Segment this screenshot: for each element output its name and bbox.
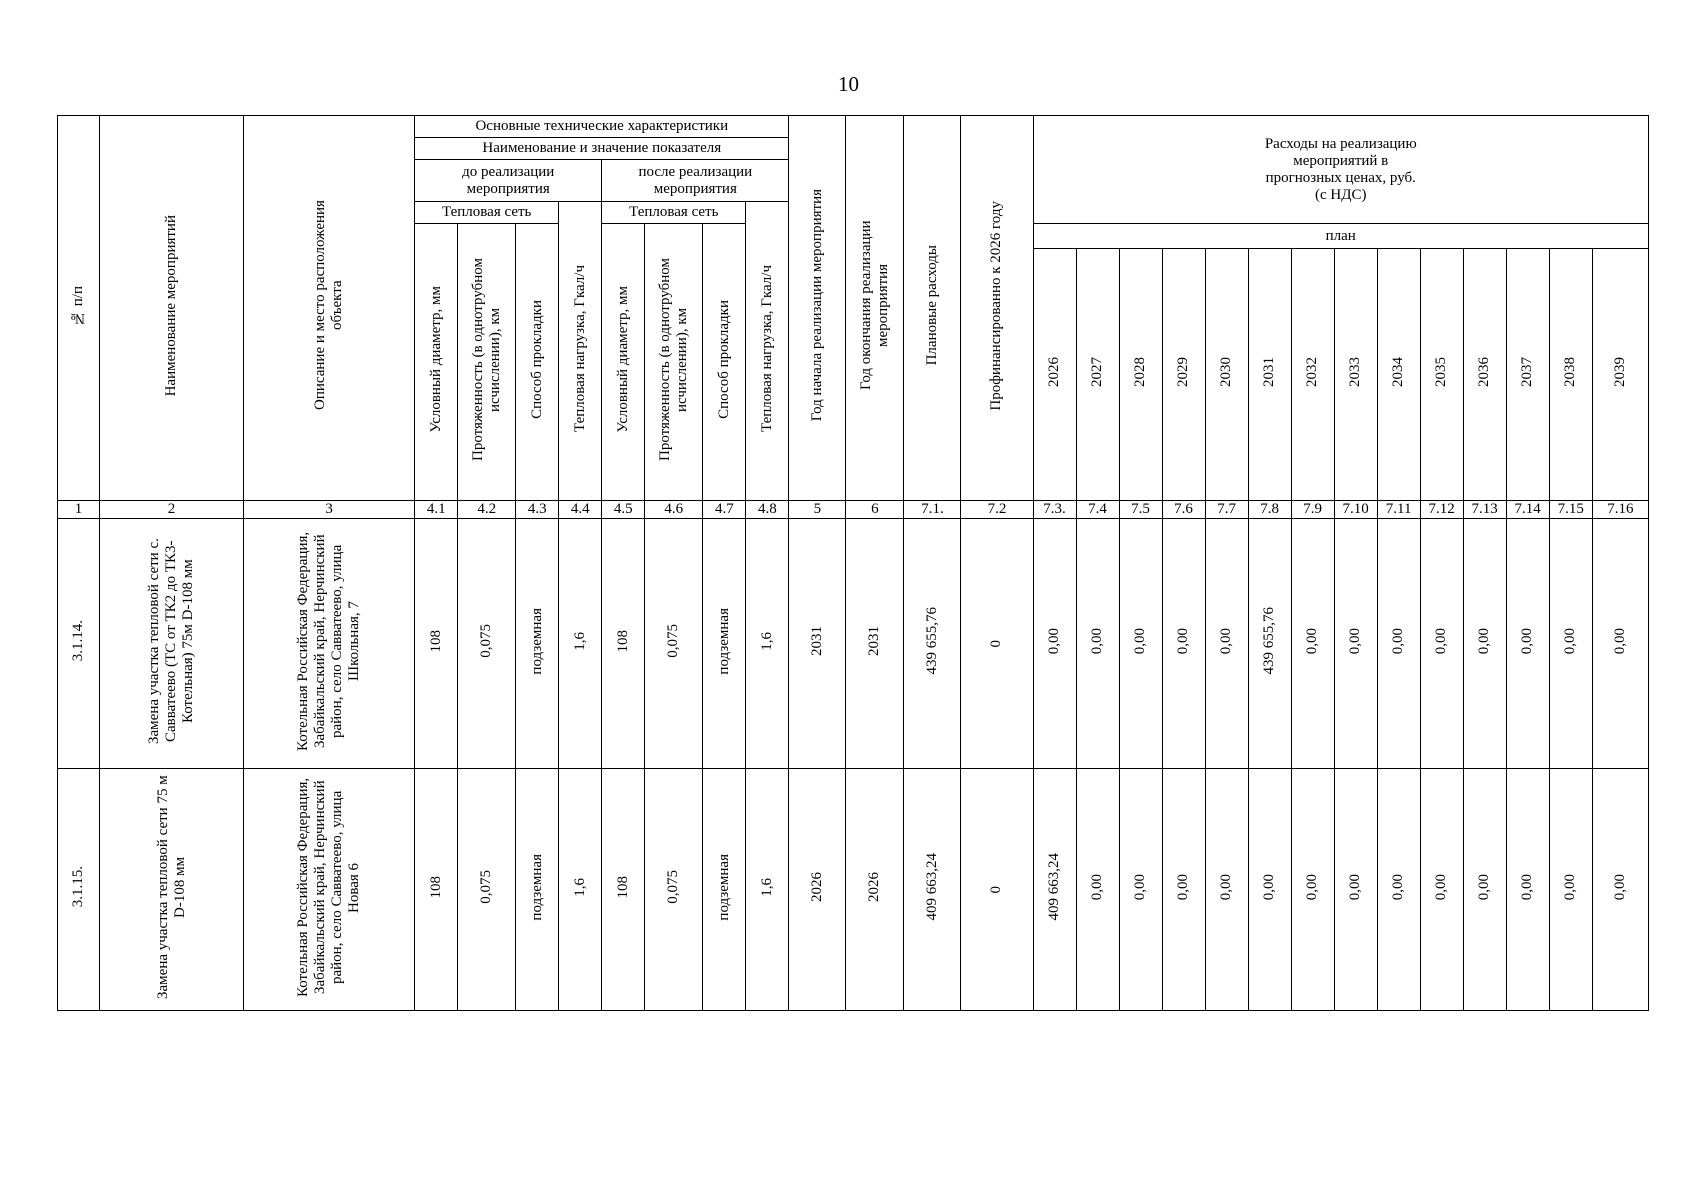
header-year-2039: 2039	[1592, 249, 1648, 501]
header-start-year: Год начала реализации мероприятия	[789, 116, 846, 501]
column-number: 3	[244, 501, 415, 519]
expense-2032: 0,00	[1291, 519, 1334, 769]
table-row	[58, 769, 1649, 1011]
header-end-year: Год окончания реализации мероприятия	[846, 116, 904, 501]
column-number: 7.12	[1420, 501, 1463, 519]
expense-2035: 0,00	[1420, 519, 1463, 769]
header-diameter-after: Условный диаметр, мм	[602, 224, 645, 501]
length-after: 0,075	[645, 769, 703, 1011]
column-number: 4.6	[645, 501, 703, 519]
header-year-2031: 2031	[1248, 249, 1291, 501]
expense-2027: 0,00	[1076, 519, 1119, 769]
expense-2030: 0,00	[1205, 769, 1248, 1011]
column-number: 7.7	[1205, 501, 1248, 519]
diameter-before: 108	[415, 769, 458, 1011]
header-year-2037: 2037	[1506, 249, 1549, 501]
expense-2034: 0,00	[1377, 519, 1420, 769]
column-number: 7.16	[1592, 501, 1648, 519]
expense-2038: 0,00	[1549, 519, 1592, 769]
header-laying-after: Способ прокладки	[703, 224, 746, 501]
load-before: 1,6	[559, 769, 602, 1011]
header-before: до реализации мероприятия	[415, 160, 602, 202]
header-year-2033: 2033	[1334, 249, 1377, 501]
column-number: 6	[846, 501, 904, 519]
header-year-2035: 2035	[1420, 249, 1463, 501]
expense-2033: 0,00	[1334, 519, 1377, 769]
expense-2034: 0,00	[1377, 769, 1420, 1011]
end-year: 2031	[846, 519, 904, 769]
expense-2028: 0,00	[1119, 519, 1162, 769]
column-number: 7.11	[1377, 501, 1420, 519]
expense-2032: 0,00	[1291, 769, 1334, 1011]
row-description: Котельная Российская Федерация, Забайкальский край, Нерчинский район, село Савватеево, улица Школьная, 7	[244, 519, 415, 769]
load-before: 1,6	[559, 519, 602, 769]
diameter-before: 108	[415, 519, 458, 769]
column-number: 4.7	[703, 501, 746, 519]
header-plan: план	[1033, 224, 1649, 249]
column-number: 7.14	[1506, 501, 1549, 519]
expense-2039: 0,00	[1592, 769, 1648, 1011]
laying-after: подземная	[703, 519, 746, 769]
laying-before: подземная	[516, 769, 559, 1011]
expense-2030: 0,00	[1205, 519, 1248, 769]
column-number: 7.10	[1334, 501, 1377, 519]
expense-2029: 0,00	[1162, 519, 1205, 769]
length-before: 0,075	[458, 769, 516, 1011]
expense-2037: 0,00	[1506, 769, 1549, 1011]
header-year-2027: 2027	[1076, 249, 1119, 501]
investment-table	[57, 115, 1649, 1011]
planned-cost: 409 663,24	[904, 769, 961, 1011]
column-number: 7.1.	[904, 501, 961, 519]
header-num: № п/п	[58, 116, 100, 501]
length-after: 0,075	[645, 519, 703, 769]
header-year-2034: 2034	[1377, 249, 1420, 501]
column-number: 4.5	[602, 501, 645, 519]
diameter-after: 108	[602, 769, 645, 1011]
column-number: 5	[789, 501, 846, 519]
column-number: 4.3	[516, 501, 559, 519]
column-number: 7.6	[1162, 501, 1205, 519]
expense-2038: 0,00	[1549, 769, 1592, 1011]
row-num: 3.1.14.	[58, 519, 100, 769]
header-after: после реализации мероприятия	[602, 160, 789, 202]
start-year: 2026	[789, 769, 846, 1011]
expense-2033: 0,00	[1334, 769, 1377, 1011]
load-after: 1,6	[746, 769, 789, 1011]
column-number: 4.8	[746, 501, 789, 519]
header-name: Наименование мероприятий	[100, 116, 244, 501]
column-number: 1	[58, 501, 100, 519]
column-number: 7.13	[1463, 501, 1506, 519]
column-number: 7.15	[1549, 501, 1592, 519]
column-number: 7.9	[1291, 501, 1334, 519]
end-year: 2026	[846, 769, 904, 1011]
column-number: 7.4	[1076, 501, 1119, 519]
length-before: 0,075	[458, 519, 516, 769]
expense-2031: 439 655,76	[1248, 519, 1291, 769]
header-length-before: Протяженность (в однотрубном исчислении), км	[458, 224, 516, 501]
expense-2036: 0,00	[1463, 519, 1506, 769]
row-name: Замена участка тепловой сети с. Савватеево (ТС от ТК2 до ТК3- Котельная) 75м D-108 мм	[100, 519, 244, 769]
row-num: 3.1.15.	[58, 769, 100, 1011]
planned-cost: 439 655,76	[904, 519, 961, 769]
header-year-2026: 2026	[1033, 249, 1076, 501]
page-number: 10	[838, 72, 859, 96]
expense-2029: 0,00	[1162, 769, 1205, 1011]
expense-2036: 0,00	[1463, 769, 1506, 1011]
header-load-before: Тепловая нагрузка, Гкал/ч	[559, 202, 602, 501]
expense-2037: 0,00	[1506, 519, 1549, 769]
expense-2028: 0,00	[1119, 769, 1162, 1011]
expense-2026: 409 663,24	[1033, 769, 1076, 1011]
header-network-before: Тепловая сеть	[415, 202, 559, 224]
financed: 0	[961, 519, 1033, 769]
column-number: 7.2	[961, 501, 1033, 519]
laying-before: подземная	[516, 519, 559, 769]
column-number: 7.5	[1119, 501, 1162, 519]
column-number: 4.2	[458, 501, 516, 519]
header-length-after: Протяженность (в однотрубном исчислении), км	[645, 224, 703, 501]
header-laying-before: Способ прокладки	[516, 224, 559, 501]
header-year-2029: 2029	[1162, 249, 1205, 501]
header-year-2032: 2032	[1291, 249, 1334, 501]
header-tech-sub: Наименование и значение показателя	[415, 138, 789, 160]
header-network-after: Тепловая сеть	[602, 202, 746, 224]
header-year-2038: 2038	[1549, 249, 1592, 501]
header-load-after: Тепловая нагрузка, Гкал/ч	[746, 202, 789, 501]
expense-2031: 0,00	[1248, 769, 1291, 1011]
column-number: 4.4	[559, 501, 602, 519]
table-row	[58, 519, 1649, 769]
header-financed: Профинансированно к 2026 году	[961, 116, 1033, 501]
header-description: Описание и место расположения объекта	[244, 116, 415, 501]
header-diameter-before: Условный диаметр, мм	[415, 224, 458, 501]
header-planned: Плановые расходы	[904, 116, 961, 501]
header-year-2028: 2028	[1119, 249, 1162, 501]
column-number: 7.3.	[1033, 501, 1076, 519]
start-year: 2031	[789, 519, 846, 769]
header-expenses: Расходы на реализацию мероприятий в прогнозных ценах, руб. (с НДС)	[1033, 116, 1649, 224]
expense-2039: 0,00	[1592, 519, 1648, 769]
column-number: 2	[100, 501, 244, 519]
expense-2026: 0,00	[1033, 519, 1076, 769]
expense-2035: 0,00	[1420, 769, 1463, 1011]
financed: 0	[961, 769, 1033, 1011]
column-number: 7.8	[1248, 501, 1291, 519]
diameter-after: 108	[602, 519, 645, 769]
header-year-2036: 2036	[1463, 249, 1506, 501]
row-description: Котельная Российская Федерация, Забайкальский край, Нерчинский район, село Савватеево, улица Новая 6	[244, 769, 415, 1011]
row-name: Замена участка тепловой сети 75 м D-108 мм	[100, 769, 244, 1011]
load-after: 1,6	[746, 519, 789, 769]
header-year-2030: 2030	[1205, 249, 1248, 501]
column-number: 4.1	[415, 501, 458, 519]
header-tech-main: Основные технические характеристики	[415, 116, 789, 138]
laying-after: подземная	[703, 769, 746, 1011]
expense-2027: 0,00	[1076, 769, 1119, 1011]
